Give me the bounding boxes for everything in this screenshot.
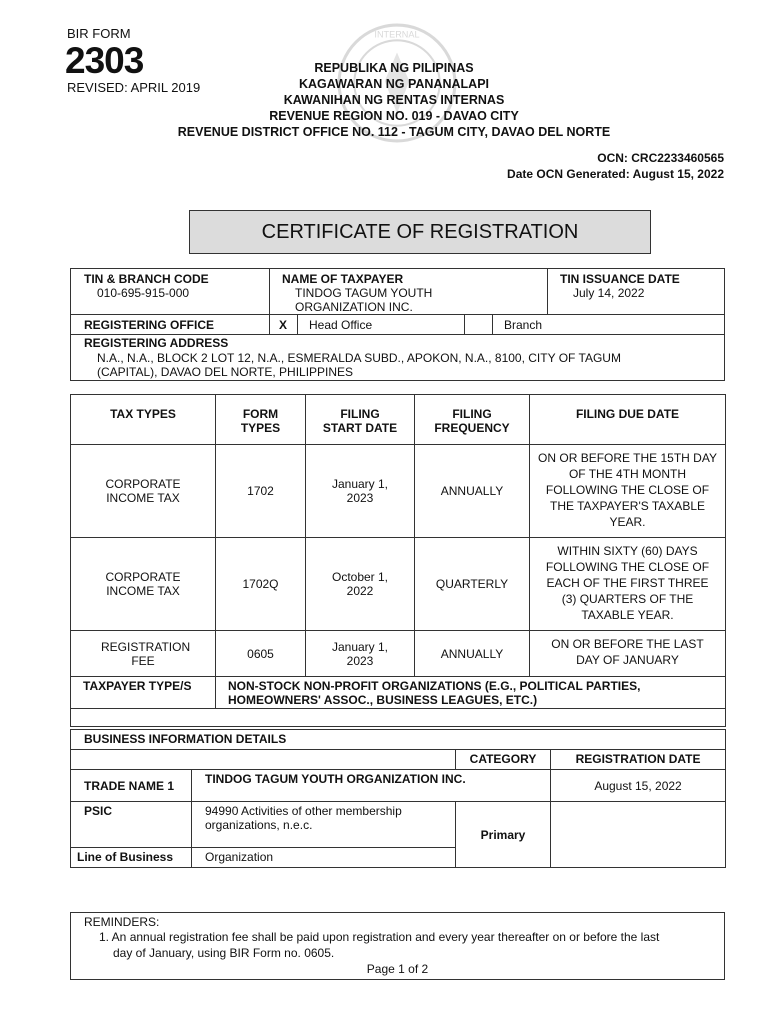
filing-due-date: WITHIN SIXTY (60) DAYS FOLLOWING THE CLOSE OF EACH OF THE FIRST THREE (3) QUARTERS OF THE TAXABLE YEAR. xyxy=(530,538,726,631)
form-type: 0605 xyxy=(216,631,306,677)
agency-line: KAGAWARAN NG PANANALAPI xyxy=(298,77,490,91)
agency-line: REVENUE REGION NO. 019 - DAVAO CITY xyxy=(269,109,519,123)
psic-value: 94990 Activities of other membership organizations, n.e.c. xyxy=(192,802,456,848)
table-row xyxy=(71,631,726,677)
tax-types-table xyxy=(70,394,726,727)
registration-date-header: REGISTRATION DATE xyxy=(551,750,726,770)
reminders-box xyxy=(70,912,725,980)
header-filing-frequency: FILING FREQUENCY xyxy=(415,395,530,445)
branch-label: Branch xyxy=(504,318,543,332)
filing-start-date: January 1, 2023 xyxy=(306,631,415,677)
agency-line: REVENUE DISTRICT OFFICE NO. 112 - TAGUM CITY, DAVAO DEL NORTE xyxy=(177,125,611,139)
form-number: 2303 xyxy=(65,40,144,81)
line-of-business-label: Line of Business xyxy=(71,848,192,868)
reminder-item-line1: 1. An annual registration fee shall be paid upon registration and every year thereafter on or before the last xyxy=(99,930,660,944)
taxpayer-type-value: NON-STOCK NON-PROFIT ORGANIZATIONS (E.G., POLITICAL PARTIES, HOMEOWNERS' ASSOC., BUSINESS LEAGUES, ETC.) xyxy=(216,677,726,709)
category-value: Primary xyxy=(456,802,551,868)
table-row xyxy=(71,538,726,631)
certificate-title: CERTIFICATE OF REGISTRATION xyxy=(189,210,651,254)
blank-row xyxy=(71,709,726,727)
filing-frequency: ANNUALLY xyxy=(415,631,530,677)
taxpayer-type-row xyxy=(71,677,726,709)
tax-type: CORPORATE INCOME TAX xyxy=(71,538,216,631)
tin-value: 010-695-915-000 xyxy=(97,286,190,300)
tax-type: CORPORATE INCOME TAX xyxy=(71,445,216,538)
taxpayer-name-line2: ORGANIZATION INC. xyxy=(295,300,413,314)
registration-date-value: August 15, 2022 xyxy=(551,770,726,802)
business-section-label: BUSINESS INFORMATION DETAILS xyxy=(71,730,726,750)
header-filing-start-date: FILING START DATE xyxy=(306,395,415,445)
tax-type: REGISTRATION FEE xyxy=(71,631,216,677)
table-header-row xyxy=(71,395,726,445)
ocn-date: Date OCN Generated: August 15, 2022 xyxy=(507,167,724,181)
head-office-checkbox: X xyxy=(279,318,288,332)
line-of-business-value: Organization xyxy=(192,848,456,868)
taxpayer-name-line1: TINDOG TAGUM YOUTH xyxy=(295,286,433,300)
business-info-table xyxy=(70,729,726,868)
filing-due-date: ON OR BEFORE THE LAST DAY OF JANUARY xyxy=(530,631,726,677)
filing-frequency: ANNUALLY xyxy=(415,445,530,538)
filing-start-date: January 1, 2023 xyxy=(306,445,415,538)
table-row xyxy=(71,445,726,538)
header-form-types: FORM TYPES xyxy=(216,395,306,445)
seal-text: INTERNAL xyxy=(374,29,420,40)
form-label: BIR FORM xyxy=(67,26,131,41)
reminder-item-line2: day of January, using BIR Form no. 0605. xyxy=(113,946,335,960)
ocn-block xyxy=(507,150,724,182)
trade-name-label: TRADE NAME 1 xyxy=(71,770,192,802)
ocn-number: OCN: CRC2233460565 xyxy=(597,151,724,165)
form-revision: REVISED: APRIL 2019 xyxy=(67,80,201,95)
trade-name-value: TINDOG TAGUM YOUTH ORGANIZATION INC. xyxy=(192,770,551,802)
registering-office-label: REGISTERING OFFICE xyxy=(84,318,215,332)
registering-address-line2: (CAPITAL), DAVAO DEL NORTE, PHILIPPINES xyxy=(97,365,354,379)
tin-label: TIN & BRANCH CODE xyxy=(84,272,209,286)
agency-line: KAWANIHAN NG RENTAS INTERNAS xyxy=(283,93,505,107)
category-header: CATEGORY xyxy=(456,750,551,770)
psic-label: PSIC xyxy=(71,802,192,848)
tin-issuance-label: TIN ISSUANCE DATE xyxy=(560,272,680,286)
reminders-label: REMINDERS: xyxy=(84,915,160,929)
tin-issuance-value: July 14, 2022 xyxy=(573,286,645,300)
registering-address-line1: N.A., N.A., BLOCK 2 LOT 12, N.A., ESMERALDA SUBD., APOKON, N.A., 8100, CITY OF TAGUM xyxy=(97,351,621,365)
header-filing-due-date: FILING DUE DATE xyxy=(530,395,726,445)
taxpayer-name-label: NAME OF TAXPAYER xyxy=(282,272,404,286)
form-type: 1702Q xyxy=(216,538,306,631)
header-tax-types: TAX TYPES xyxy=(71,395,216,445)
taxpayer-type-label: TAXPAYER TYPE/S xyxy=(71,677,216,709)
form-type: 1702 xyxy=(216,445,306,538)
agency-header xyxy=(150,60,638,140)
taxpayer-info-box xyxy=(70,268,725,381)
filing-frequency: QUARTERLY xyxy=(415,538,530,631)
page-number: Page 1 of 2 xyxy=(366,962,429,976)
agency-line: REPUBLIKA NG PILIPINAS xyxy=(314,61,474,75)
filing-start-date: October 1, 2022 xyxy=(306,538,415,631)
head-office-label: Head Office xyxy=(309,318,373,332)
registering-address-label: REGISTERING ADDRESS xyxy=(84,336,229,350)
filing-due-date: ON OR BEFORE THE 15TH DAY OF THE 4TH MONTH FOLLOWING THE CLOSE OF THE TAXPAYER'S TAXABLE YEAR. xyxy=(530,445,726,538)
